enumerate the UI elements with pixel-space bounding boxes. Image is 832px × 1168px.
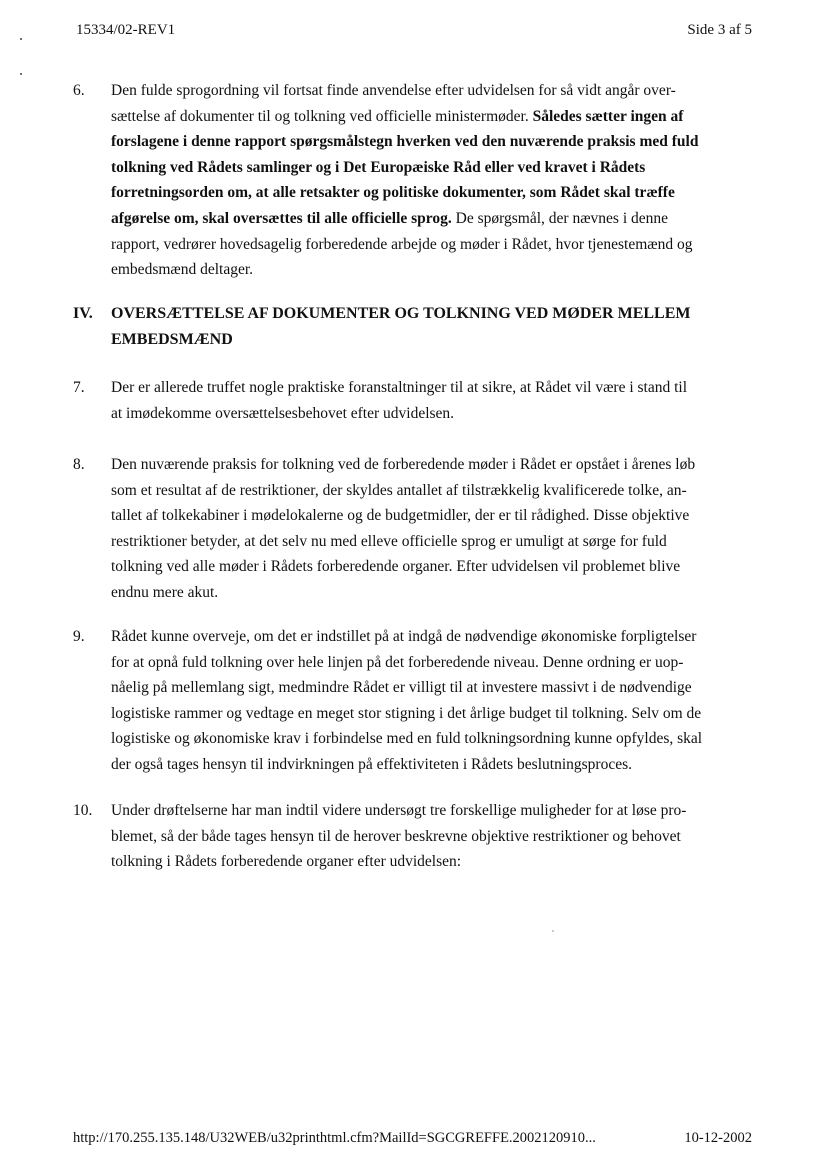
text-run: rapport, vedrører hovedsagelig forberedende arbejde og møder i Rådet, hvor tjenestemænd og — [111, 235, 693, 253]
text-line — [111, 78, 763, 104]
text-line: at imødekomme oversættelsesbehovet efter udvidelsen. — [111, 404, 455, 422]
text-line: blemet, så der både tages hensyn til de herover beskrevne objektive restriktioner og behovet — [111, 827, 681, 845]
text-line — [111, 155, 763, 181]
text-line: tolkning i Rådets forberedende organer efter udvidelsen: — [111, 853, 462, 871]
scan-speck — [552, 930, 554, 932]
text-line — [111, 232, 763, 258]
section-number: IV. — [73, 305, 93, 322]
text-line: endnu mere akut. — [111, 583, 219, 601]
text-line — [111, 129, 763, 155]
text-line: restriktioner betyder, at det selv nu med elleve officielle sprog er umuligt at sørge for fuld — [111, 532, 667, 550]
paragraph-number: 8. — [73, 456, 85, 473]
text-line — [111, 180, 763, 206]
scan-speck — [20, 38, 22, 40]
paragraph-10 — [73, 798, 763, 875]
paragraph-9 — [73, 624, 763, 778]
section-title-line: OVERSÆTTELSE AF DOKUMENTER OG TOLKNING VED MØDER MELLEM — [111, 305, 691, 322]
paragraph-number: 10. — [73, 802, 93, 819]
text-line — [111, 104, 763, 130]
text-line: Under drøftelserne har man indtil videre undersøgt tre forskellige muligheder for at løse pro- — [111, 802, 687, 819]
section-title-line: EMBEDSMÆND — [111, 330, 233, 348]
scan-speck — [20, 73, 22, 75]
text-run: sættelse af dokumenter til og tolkning ved officielle ministermøder. — [111, 107, 533, 125]
text-line: Der er allerede truffet nogle praktiske foranstaltninger til at sikre, at Rådet vil være i stand til — [111, 379, 688, 396]
text-line: Rådet kunne overveje, om det er indstillet på at indgå de nødvendige økonomiske forpligtelser — [111, 628, 697, 645]
text-line: tolkning ved alle møder i Rådets forberedende organer. Efter udvidelsen vil problemet blive — [111, 558, 681, 576]
paragraph-text — [111, 78, 763, 283]
paragraph-8 — [73, 452, 763, 606]
text-run: De spørgsmål, der nævnes i denne — [451, 209, 669, 227]
text-line: Den nuværende praksis for tolkning ved de forberedende møder i Rådet er opstået i årenes løb — [111, 456, 696, 473]
bold-text-run: forretningsorden om, at alle retsakter og politiske dokumenter, som Rådet skal træffe — [111, 184, 675, 202]
section-heading-iv — [73, 301, 773, 352]
text-line: der også tages hensyn til indvirkningen på effektiviteten i Rådets beslutningsproces. — [111, 755, 632, 773]
bold-text-run: tolkning ved Rådets samlinger og i Det Europæiske Råd eller ved kravet i Rådets — [111, 158, 646, 176]
text-line: logistiske og økonomiske krav i forbindelse med en fuld tolkningsordning kunne opfyldes, skal — [111, 730, 703, 748]
document-reference: 15334/02-REV1 — [76, 22, 176, 38]
text-line — [111, 206, 763, 232]
section-title — [111, 301, 773, 352]
text-line: nåelig på mellemlang sigt, medmindre Rådet er villigt til at investere massivt i de nødvendige — [111, 679, 692, 697]
bold-text-run: afgørelse om, skal oversættes til alle officielle sprog. — [111, 209, 452, 227]
paragraph-number: 7. — [73, 379, 85, 396]
text-run: Den fulde sprogordning vil fortsat finde anvendelse efter udvidelsen for så vidt angår over- — [111, 82, 676, 99]
text-line: tallet af tolkekabiner i mødelokalerne og de budgetmidler, der er til rådighed. Disse objektive — [111, 507, 690, 525]
text-run: embedsmænd deltager. — [111, 261, 254, 279]
footer-url: http://170.255.135.148/U32WEB/u32printhtml.cfm?MailId=SGCGREFFE.2002120910... — [73, 1130, 596, 1146]
paragraph-text — [111, 798, 763, 875]
page-number: Side 3 af 5 — [687, 22, 752, 38]
bold-text-run: Således sætter ingen af — [532, 107, 684, 125]
text-line: for at opnå fuld tolkning over hele linjen på det forberedende niveau. Denne ordning er uop- — [111, 653, 684, 671]
paragraph-6 — [73, 78, 763, 283]
paragraph-number: 6. — [73, 82, 85, 99]
text-line: logistiske rammer og vedtage en meget stor stigning i det årlige budget til tolkning. Selv om de — [111, 704, 702, 722]
paragraph-text — [111, 624, 763, 778]
paragraph-text — [111, 452, 763, 606]
bold-text-run: forslagene i denne rapport spørgsmålstegn hverken ved den nuværende praksis med fuld — [111, 133, 699, 151]
paragraph-text — [111, 375, 763, 426]
paragraph-7 — [73, 375, 763, 426]
text-line — [111, 257, 763, 283]
text-line: som et resultat af de restriktioner, der skyldes antallet af tilstrækkelig kvalificerede tolke, an- — [111, 481, 687, 499]
footer-date: 10-12-2002 — [684, 1130, 752, 1146]
paragraph-number: 9. — [73, 628, 85, 645]
